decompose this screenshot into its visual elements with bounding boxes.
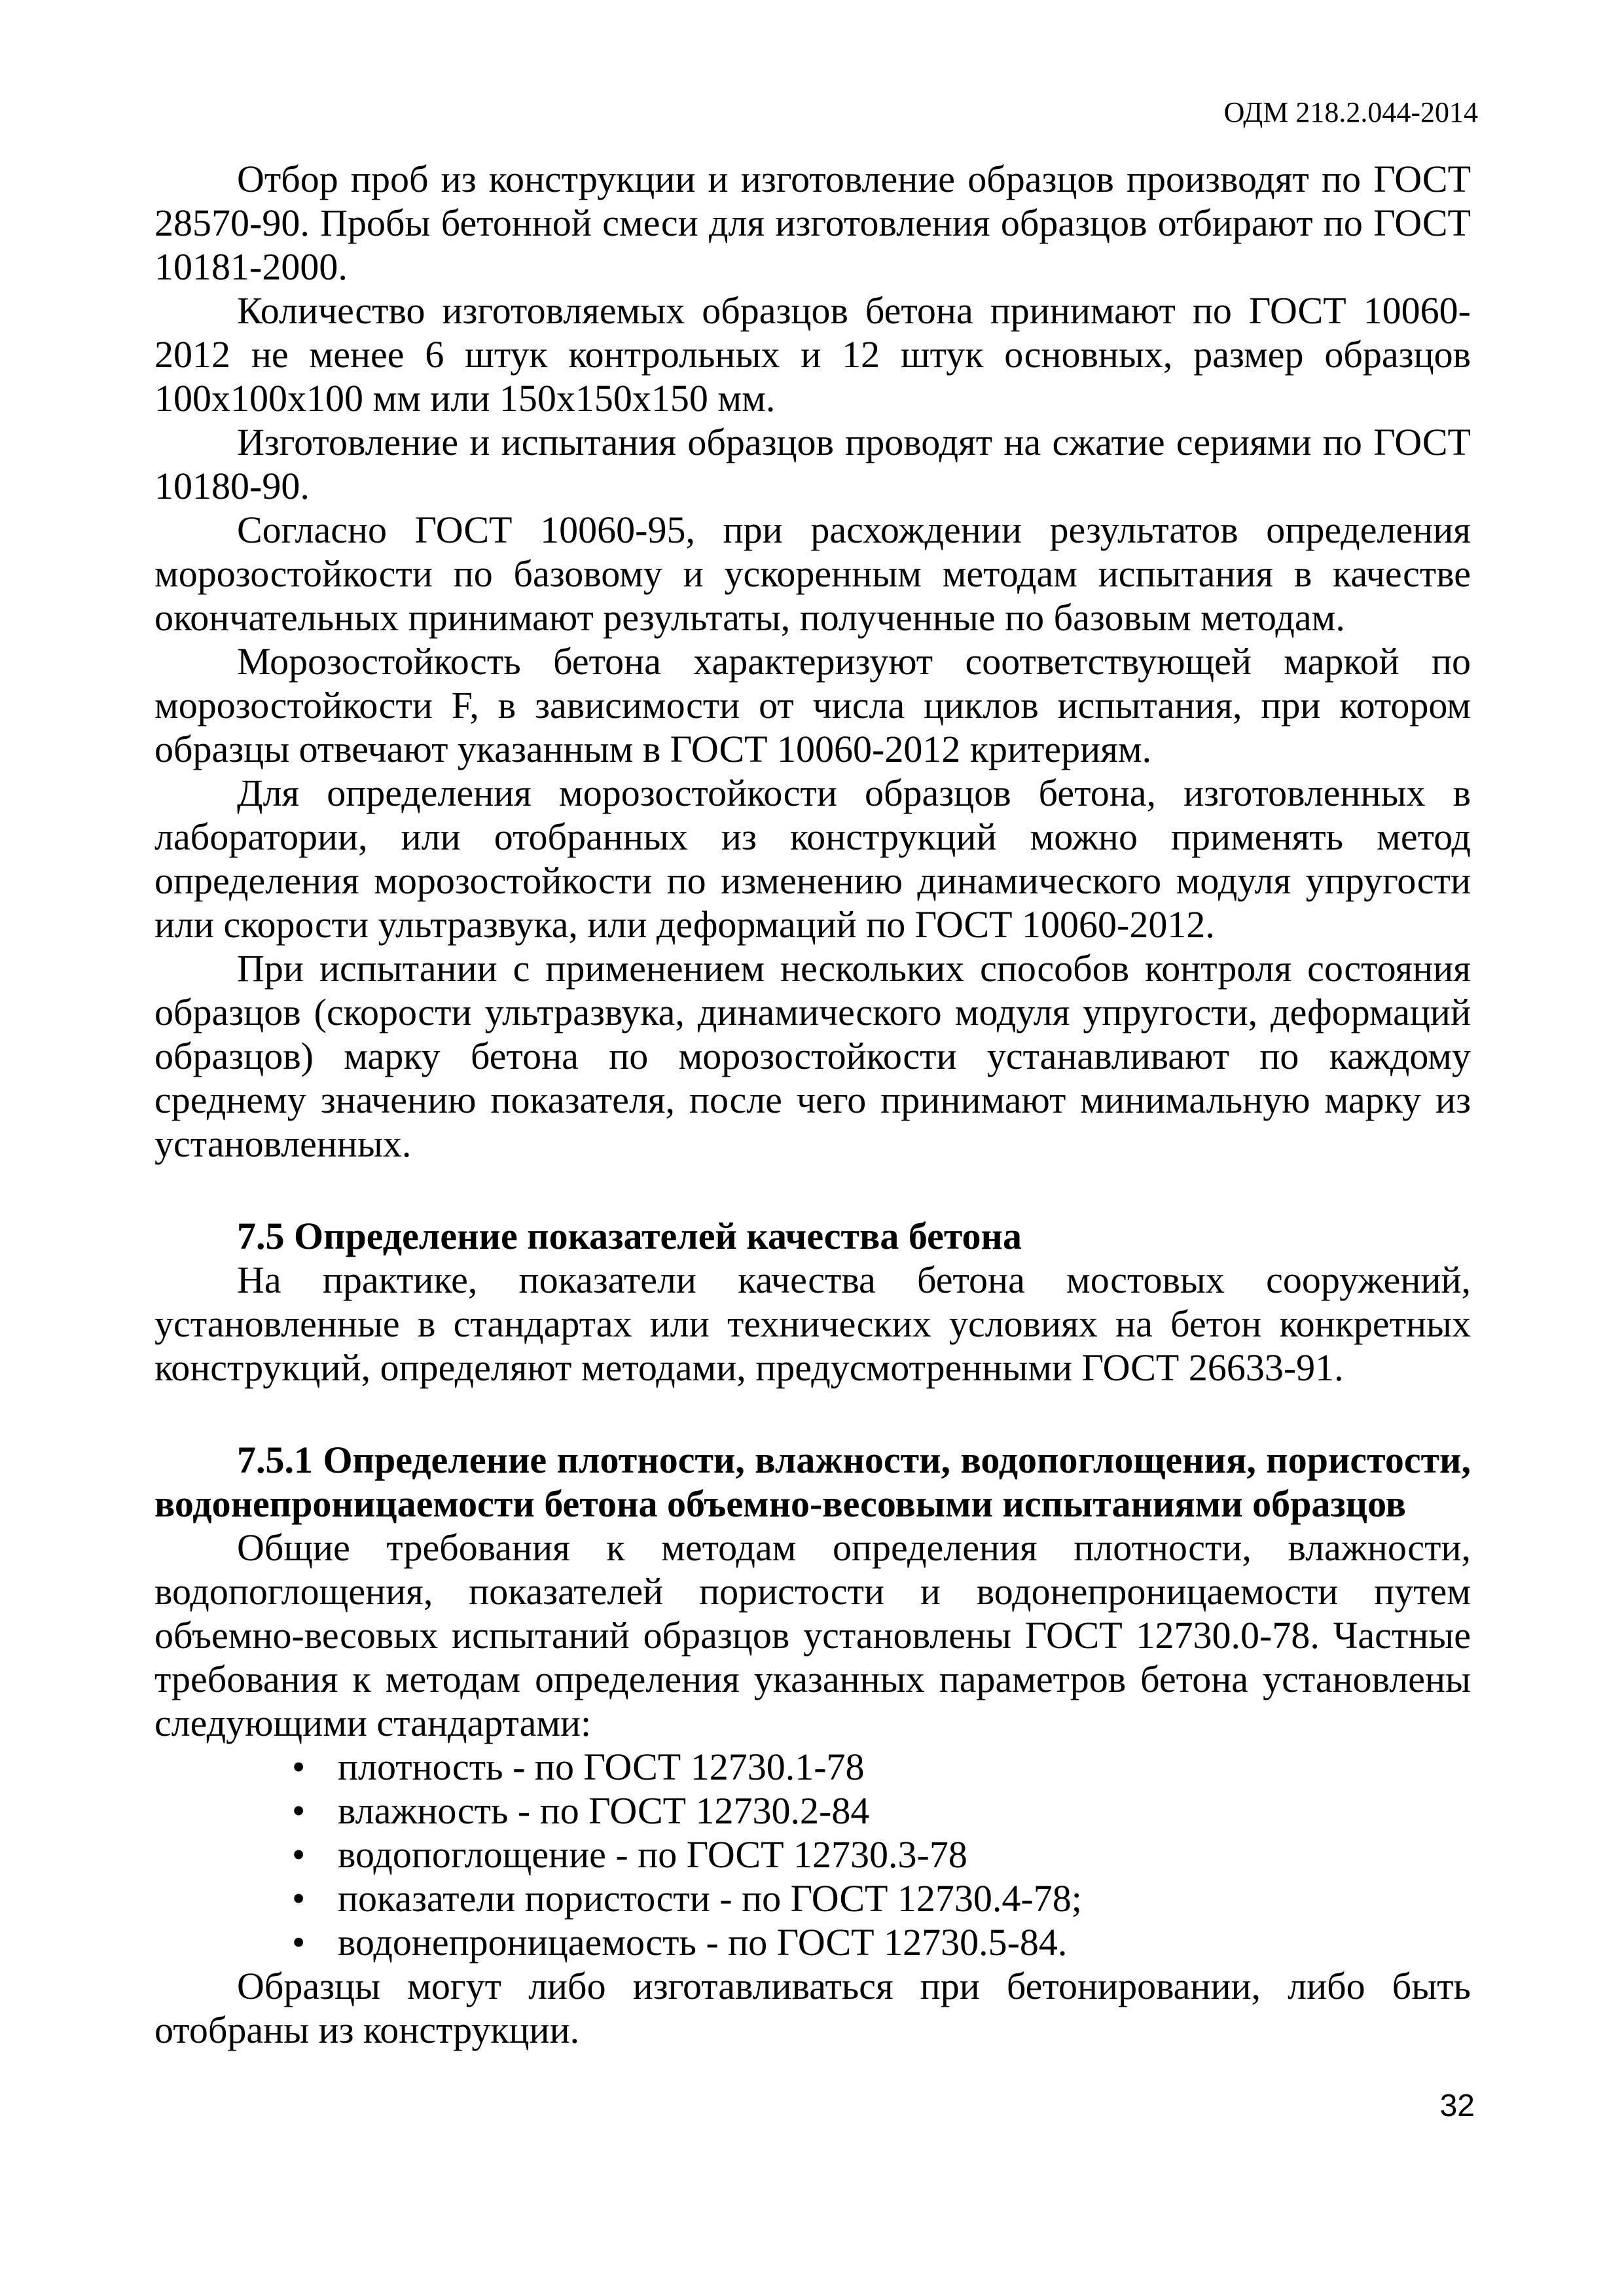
list-item-text: водонепроницаемость - по ГОСТ 12730.5-84.	[338, 1921, 1068, 1964]
section-spacer	[154, 1166, 1471, 1214]
bullet-icon: •	[292, 1921, 306, 1964]
bullet-icon: •	[292, 1877, 306, 1920]
paragraph-compression-testing: Изготовление и испытания образцов проводят на сжатие сериями по ГОСТ 10180-90.	[154, 421, 1471, 507]
list-item	[292, 1920, 1471, 1964]
paragraph-specimen-count: Количество изготовляемых образцов бетона принимают по ГОСТ 10060-2012 не менее 6 штук контрольных и 12 штук основных, размер образцов 100х100х100 мм или 150х150х150 мм.	[154, 289, 1471, 420]
list-item-text: влажность - по ГОСТ 12730.2-84	[338, 1789, 870, 1832]
list-item-text: плотность - по ГОСТ 12730.1-78	[338, 1746, 865, 1788]
paragraph-multiple-control-methods: При испытании с применением нескольких способов контроля состояния образцов (скорости ультразвука, динамического модуля упругости, деформаций образцов) марку бетона по морозостойкости устанавливают по каждому среднему значению показателя, после чего принимают минимальную марку из установленных.	[154, 947, 1471, 1165]
list-item-text: показатели пористости - по ГОСТ 12730.4-78;	[338, 1877, 1082, 1920]
bullet-icon: •	[292, 1833, 306, 1876]
section-7-5-heading: 7.5 Определение показателей качества бетона	[237, 1215, 1022, 1257]
section-spacer	[154, 1390, 1471, 1438]
list-item	[292, 1789, 1471, 1833]
list-item	[292, 1745, 1471, 1789]
section-7-5-1-heading: 7.5.1 Определение плотности, влажности, водопоглощения, пористости, водонепроницаемости бетона объемно-весовыми испытаниями образцов	[154, 1439, 1471, 1525]
paragraph-sampling: Отбор проб из конструкции и изготовление образцов производят по ГОСТ 28570-90. Пробы бетонной смеси для изготовления образцов отбирают по ГОСТ 10181-2000.	[154, 158, 1471, 288]
paragraph-gost-10060-95: Согласно ГОСТ 10060-95, при расхождении результатов определения морозостойкости по базовому и ускоренным методам испытания в качестве окончательных принимают результаты, полученные по базовым методам.	[154, 509, 1471, 639]
standards-list	[154, 1745, 1471, 1964]
list-item	[292, 1833, 1471, 1876]
section-7-5-text: На практике, показатели качества бетона мостовых сооружений, установленные в стандартах или технических условиях на бетон конкретных конструкций, определяют методами, предусмотренными ГОСТ 26633-91.	[154, 1259, 1471, 1389]
list-item-text: водопоглощение - по ГОСТ 12730.3-78	[338, 1833, 967, 1876]
list-item	[292, 1876, 1471, 1920]
section-7-5-1-intro: Общие требования к методам определения плотности, влажности, водопоглощения, показателей пористости и водонепроницаемости путем объемно-весовых испытаний образцов установлены ГОСТ 12730.0-78. Частные требования к методам определения указанных параметров бетона установлены следующими стандартами:	[154, 1526, 1471, 1744]
bullet-icon: •	[292, 1789, 306, 1832]
bullet-icon: •	[292, 1746, 306, 1788]
paragraph-frost-resistance-grade: Морозостойкость бетона характеризуют соответствующей маркой по морозостойкости F, в зависимости от числа циклов испытания, при котором образцы отвечают указанным в ГОСТ 10060-2012 критериям.	[154, 640, 1471, 770]
section-7-5-1-closing: Образцы могут либо изготавливаться при бетонировании, либо быть отобраны из конструкции.	[154, 1965, 1471, 2051]
paragraph-frost-resistance-methods: Для определения морозостойкости образцов бетона, изготовленных в лаборатории, или отобранных из конструкций можно применять метод определения морозостойкости по изменению динамического модуля упругости или скорости ультразвука, или деформаций по ГОСТ 10060-2012.	[154, 772, 1471, 946]
page-number: 32	[1439, 2089, 1475, 2123]
page-content	[154, 157, 1471, 2052]
document-code: ОДМ 218.2.044-2014	[1223, 96, 1478, 128]
